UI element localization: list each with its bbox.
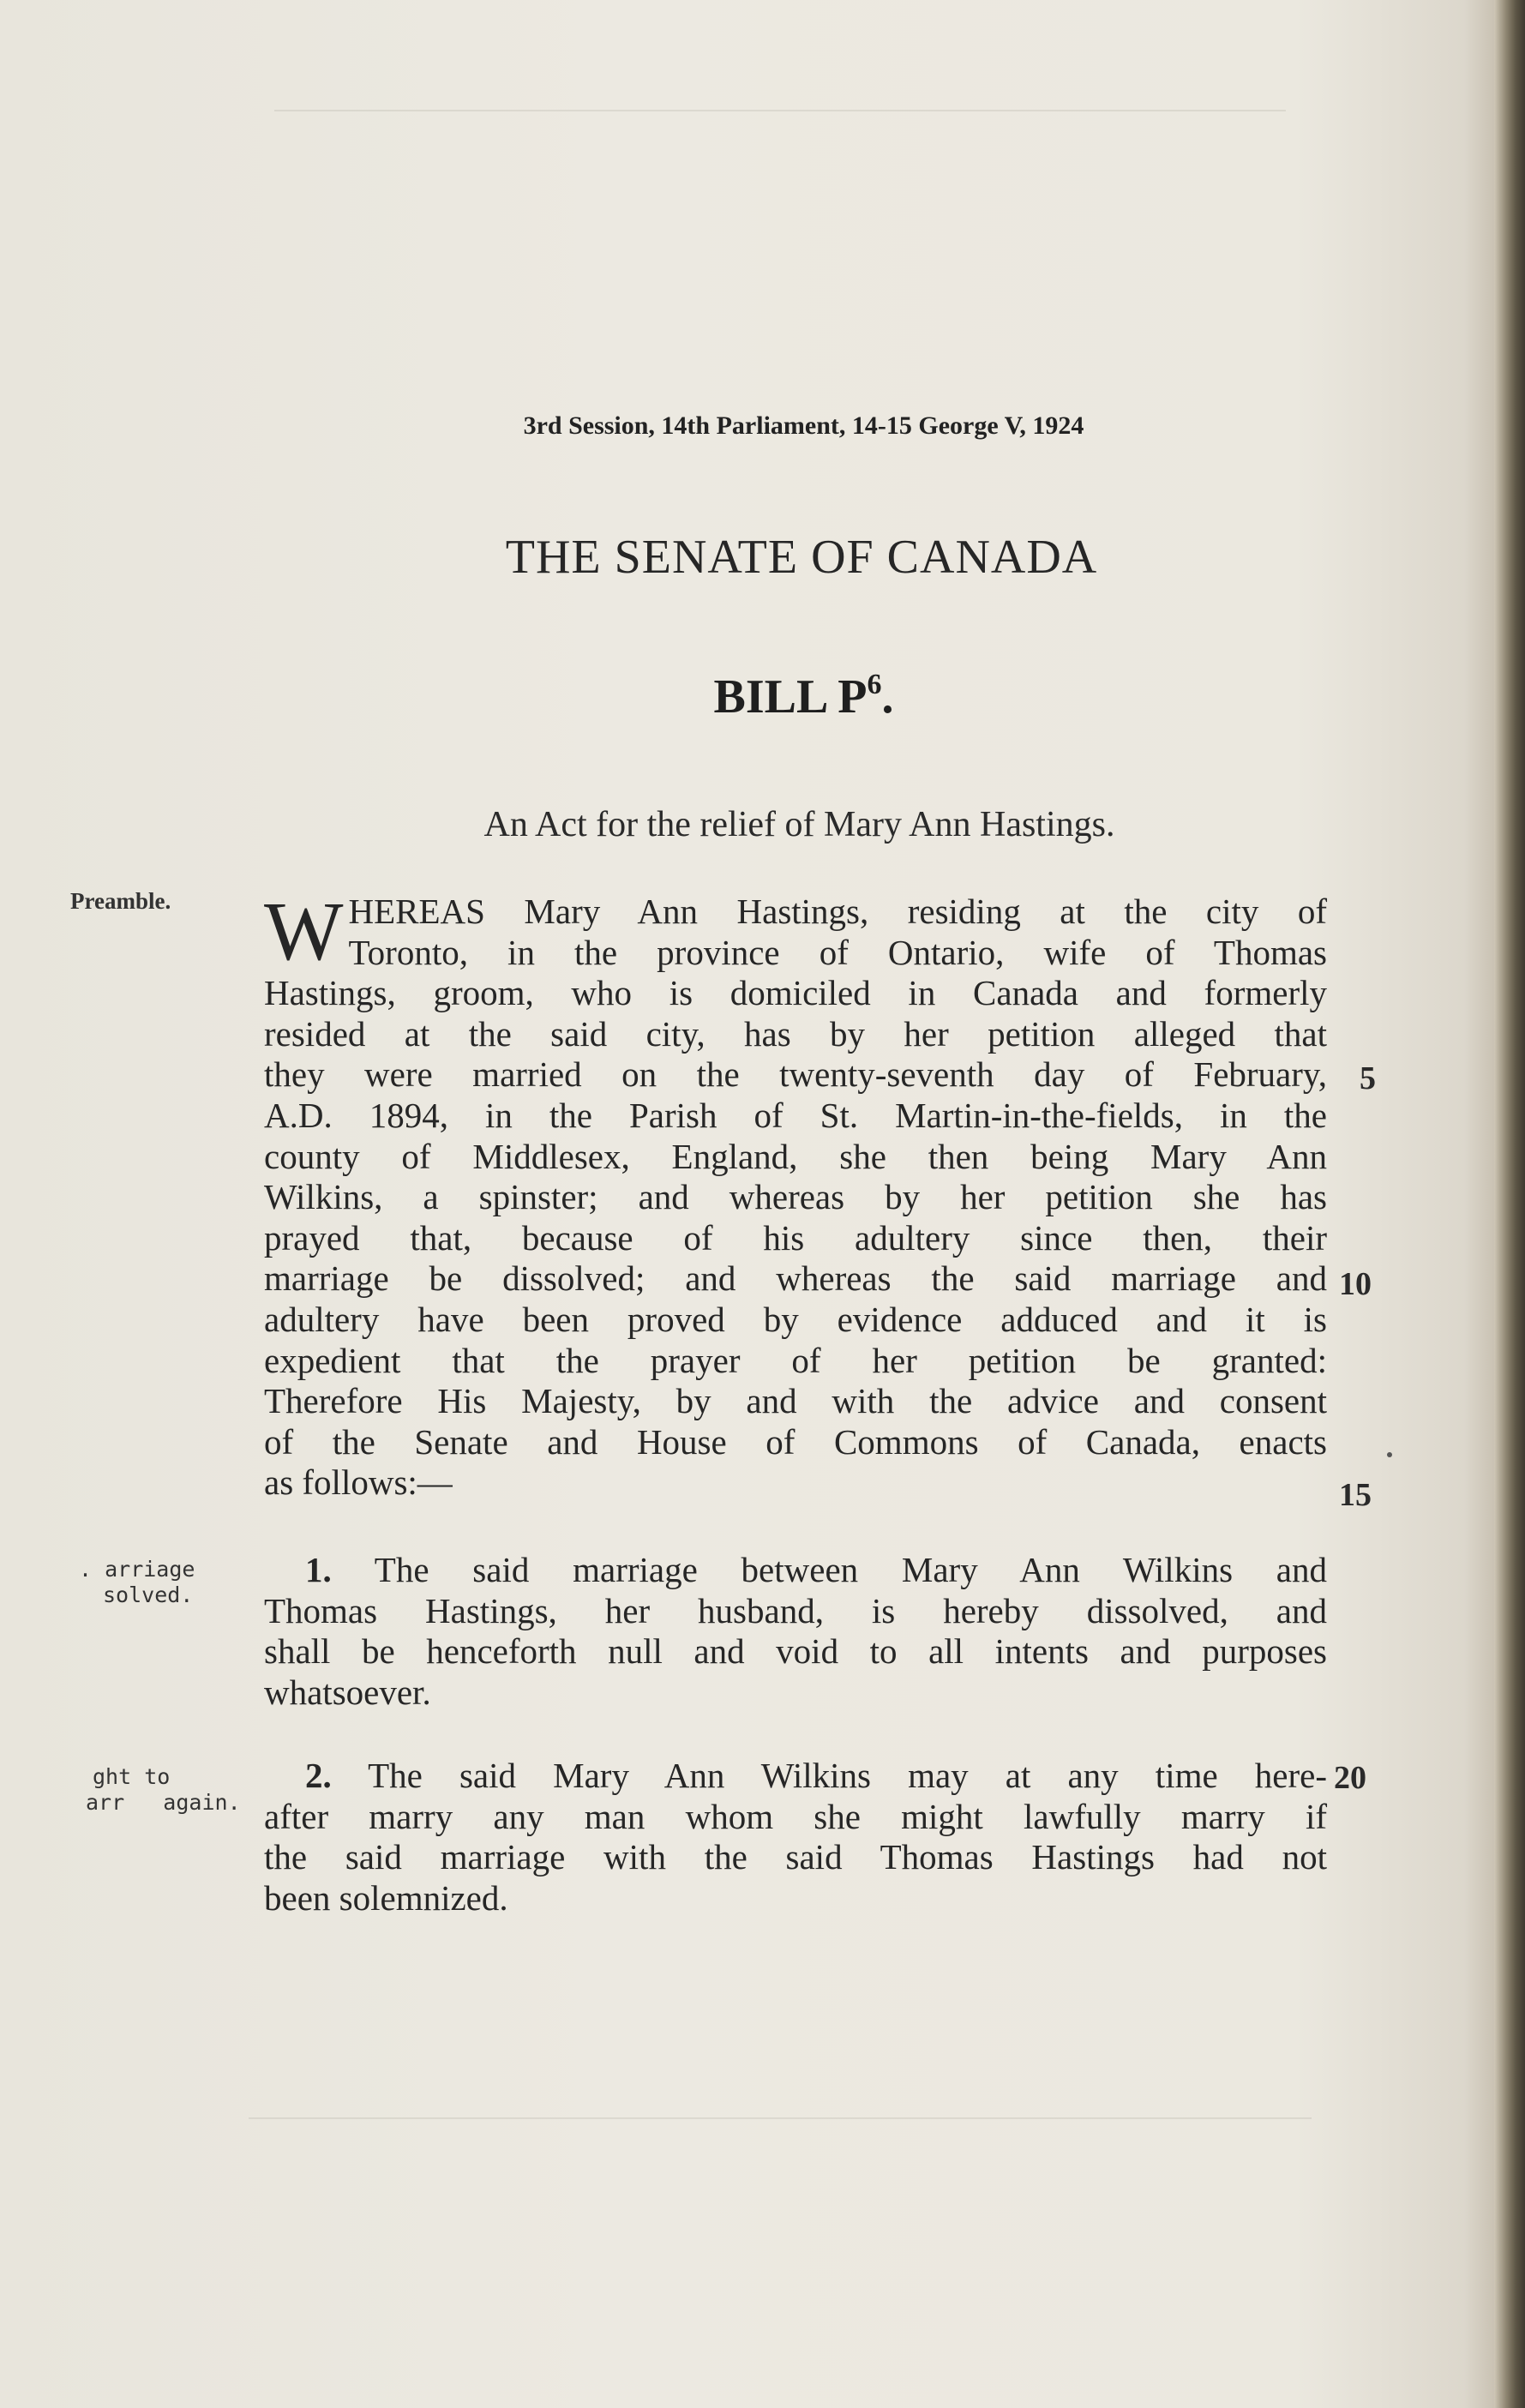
preamble-paragraph — [264, 886, 1327, 1504]
bill-prefix: BILL P — [713, 670, 868, 724]
preamble-line: Wilkins, a spinster; and whereas by her petition she has — [264, 1177, 1327, 1217]
bleed-through-rule-top — [274, 110, 1286, 111]
section-1-first-line — [264, 1550, 1327, 1591]
preamble-line: as follows:— — [264, 1462, 453, 1503]
section-2-line: The said Mary Ann Wilkins may at any time here- — [368, 1756, 1327, 1795]
preamble-line: Toronto, in the province of Ontario, wife of Thomas — [348, 932, 1327, 972]
section-1-line: Thomas Hastings, her husband, is hereby dissolved, and — [264, 1590, 1327, 1630]
bill-superscript: 6 — [867, 669, 882, 700]
preamble-line: marriage be dissolved; and whereas the said marriage and — [264, 1258, 1327, 1299]
section-1-line: shall be henceforth null and void to all intents and purposes — [264, 1631, 1327, 1672]
preamble-line: Hastings, groom, who is domiciled in Canada and formerly — [264, 973, 1327, 1013]
section-2-number: 2. — [305, 1756, 332, 1795]
section-2-first-line — [264, 1756, 1327, 1797]
section-1-line: The said marriage between Mary Ann Wilkins and — [374, 1550, 1327, 1589]
section-2-line: after marry any man whom she might lawfully marry if — [264, 1796, 1327, 1836]
preamble-line: expedient that the prayer of her petition be granted: — [264, 1340, 1327, 1380]
preamble-line: they were married on the twenty-seventh day of February, — [264, 1054, 1327, 1095]
preamble-dropcap: W — [264, 886, 344, 978]
line-number-10: 10 — [1339, 1266, 1372, 1302]
section-2-line: been solemnized. — [264, 1877, 508, 1918]
chamber-title: THE SENATE OF CANADA — [505, 531, 1098, 584]
margin-note-marriage-1: . arriage — [79, 1557, 195, 1582]
preamble-line: county of Middlesex, England, she then being Mary Ann — [264, 1136, 1327, 1176]
line-number-20: 20 — [1334, 1760, 1366, 1796]
margin-note-right-1: ght to — [93, 1764, 171, 1789]
preamble-line: of the Senate and House of Commons of Canada, enacts — [264, 1421, 1327, 1462]
section-1-number: 1. — [305, 1550, 332, 1589]
section-1-line: whatsoever. — [264, 1672, 431, 1712]
line-number-5: 5 — [1360, 1060, 1376, 1096]
bill-suffix: . — [881, 670, 894, 724]
line-number-15: 15 — [1339, 1477, 1372, 1513]
bleed-through-rule-bottom — [249, 2117, 1312, 2119]
book-spine-edge — [1494, 0, 1525, 2408]
preamble-line: A.D. 1894, in the Parish of St. Martin-in-the-fields, in the — [264, 1095, 1327, 1135]
margin-dot — [1387, 1452, 1392, 1457]
margin-note-preamble: Preamble. — [70, 888, 171, 914]
bill-number — [0, 669, 1525, 724]
act-title: An Act for the relief of Mary Ann Hastings. — [483, 805, 1115, 844]
margin-note-marriage-2: solved. — [103, 1582, 194, 1607]
preamble-line: HEREAS Mary Ann Hastings, residing at the city of — [348, 892, 1327, 931]
section-2-paragraph — [264, 1756, 1327, 1919]
preamble-line: adultery have been proved by evidence adduced and it is — [264, 1299, 1327, 1339]
margin-note-right-2: arr again. — [86, 1790, 241, 1815]
session-heading: 3rd Session, 14th Parliament, 14-15 George V, 1924 — [523, 411, 1084, 440]
preamble-line: resided at the said city, has by her petition alleged that — [264, 1013, 1327, 1054]
preamble-line: Therefore His Majesty, by and with the advice and consent — [264, 1381, 1327, 1421]
preamble-line: prayed that, because of his adultery since then, their — [264, 1217, 1327, 1258]
section-1-paragraph — [264, 1550, 1327, 1713]
section-2-line: the said marriage with the said Thomas Hastings had not — [264, 1837, 1327, 1877]
